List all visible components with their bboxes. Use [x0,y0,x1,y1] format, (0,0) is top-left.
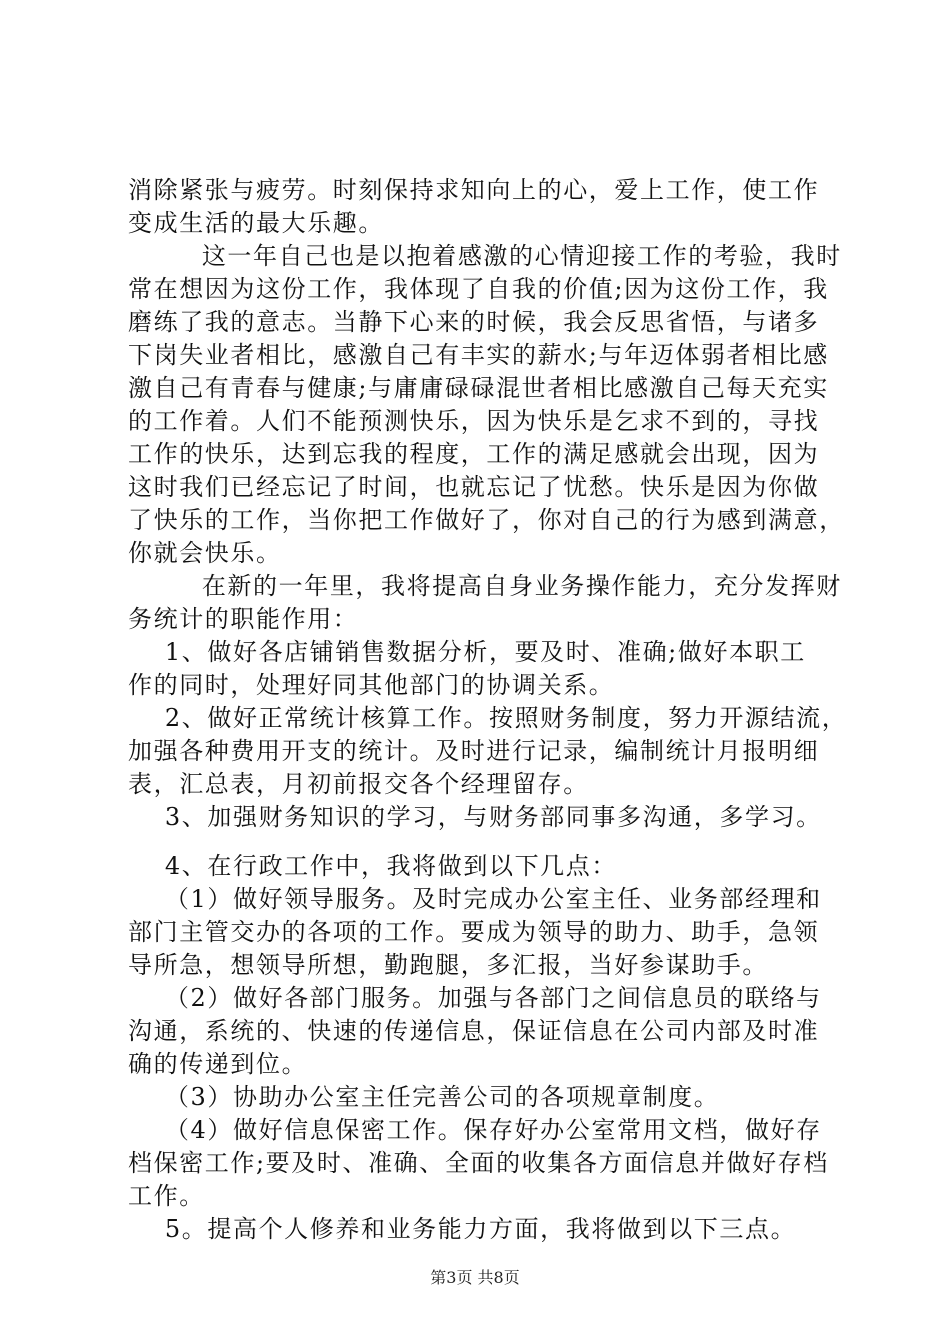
text-line: 沟通，系统的、快速的传递信息，保证信息在公司内部及时准 [128,1017,820,1045]
text-line: 这一年自己也是以抱着感激的心情迎接工作的考验，我时 [128,242,842,270]
text-line: （3）协助办公室主任完善公司的各项规章制度。 [128,1083,720,1111]
text-line: 4、在行政工作中，我将做到以下几点： [128,852,617,880]
text-line: 消除紧张与疲劳。时刻保持求知向上的心，爱上工作，使工作 [128,176,820,204]
text-line: 5。提高个人修养和业务能力方面，我将做到以下三点。 [128,1215,797,1243]
text-line: 下岗失业者相比，感激自己有丰实的薪水;与年迈体弱者相比感 [128,341,829,369]
text-line: 常在想因为这份工作，我体现了自我的价值;因为这份工作，我 [128,275,829,303]
text-line: 你就会快乐。 [128,539,282,567]
text-line: 导所急，想领导所想，勤跑腿，多汇报，当好参谋助手。 [128,951,768,979]
text-line: 在新的一年里，我将提高自身业务操作能力，充分发挥财 [128,572,842,600]
text-line: （1）做好领导服务。及时完成办公室主任、业务部经理和 [128,885,822,913]
text-line: 表，汇总表，月初前报交各个经理留存。 [128,770,589,798]
text-line: 这时我们已经忘记了时间，也就忘记了忧愁。快乐是因为你做 [128,473,820,501]
page-number-footer: 第3页 共8页 [430,1268,520,1287]
text-line: 加强各种费用开支的统计。及时进行记录，编制统计月报明细 [128,737,820,765]
text-line: 了快乐的工作，当你把工作做好了，你对自己的行为感到满意， [128,506,845,534]
text-line: 作的同时，处理好同其他部门的协调关系。 [128,671,615,699]
text-line: （4）做好信息保密工作。保存好办公室常用文档，做好存 [128,1116,822,1144]
text-line: 1、做好各店铺销售数据分析，要及时、准确;做好本职工 [128,638,806,666]
text-line: 的工作着。人们不能预测快乐，因为快乐是乞求不到的，寻找 [128,407,820,435]
text-line: 工作的快乐，达到忘我的程度，工作的满足感就会出现，因为 [128,440,820,468]
text-line: 务统计的职能作用： [128,605,359,633]
text-line: 3、加强财务知识的学习，与财务部同事多沟通，多学习。 [128,803,822,831]
text-line: 确的传递到位。 [128,1050,308,1078]
text-line: 激自己有青春与健康;与庸庸碌碌混世者相比感激自己每天充实 [128,374,829,402]
text-line: 部门主管交办的各项的工作。要成为领导的助力、助手，急领 [128,918,820,946]
text-line: 变成生活的最大乐趣。 [128,209,384,237]
text-line: 工作。 [128,1182,205,1210]
text-line: 2、做好正常统计核算工作。按照财务制度，努力开源结流， [128,704,848,732]
text-line: 磨练了我的意志。当静下心来的时候，我会反思省悟，与诸多 [128,308,820,336]
text-line: 档保密工作;要及时、准确、全面的收集各方面信息并做好存档 [128,1149,829,1177]
text-line: （2）做好各部门服务。加强与各部门之间信息员的联络与 [128,984,822,1012]
